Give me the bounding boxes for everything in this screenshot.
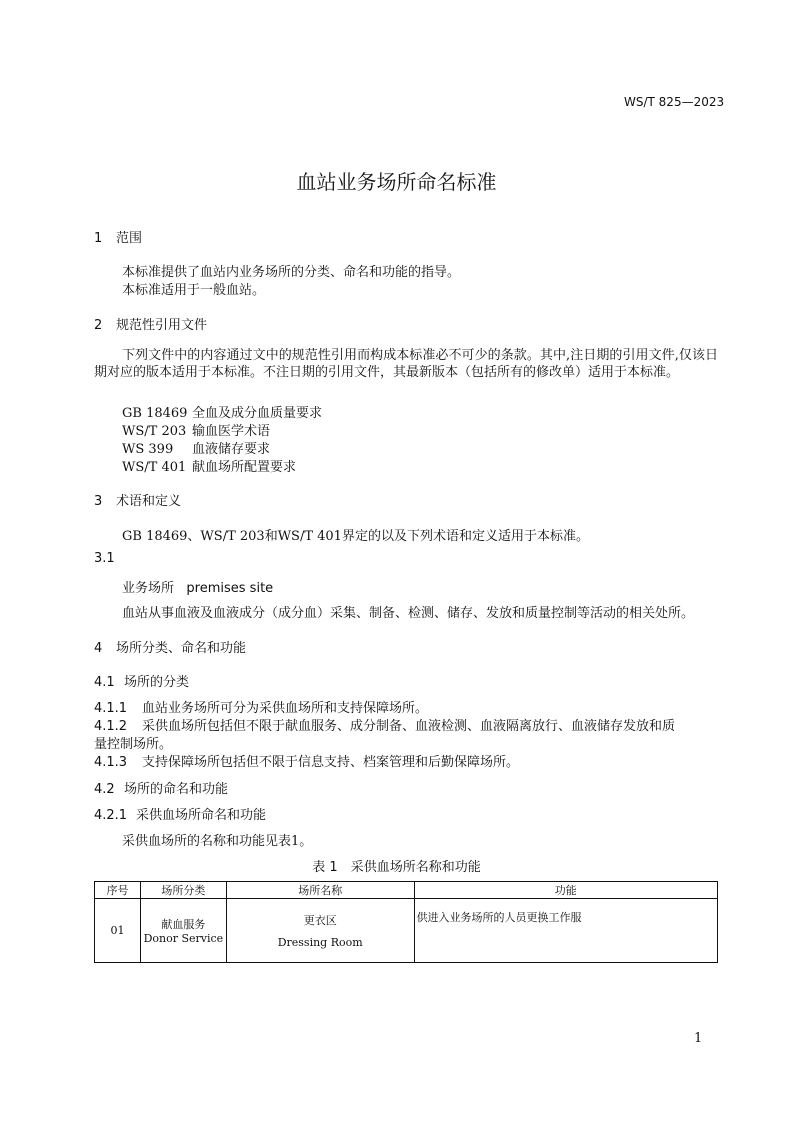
reference-name: 输血医学术语 — [192, 424, 271, 439]
section-1-paragraph-2: 本标准适用于一般血站。 — [122, 283, 266, 298]
subsection-4-1-heading — [94, 671, 189, 690]
category-chinese: 献血服务 — [161, 918, 206, 931]
clause-text: 支持保障场所包括但不限于信息支持、档案管理和后勤保障场所。 — [142, 755, 520, 770]
standard-code: WS/T 825—2023 — [624, 95, 725, 109]
reference-item — [122, 402, 322, 421]
reference-code: WS/T 401 — [122, 460, 187, 475]
clause-4-1-3 — [94, 751, 519, 770]
clause-text: 采供血场所包括但不限于献血服务、成分制备、血液检测、血液隔离放行、血液储存发放和质 — [142, 719, 676, 734]
section-number: 1 — [94, 231, 103, 246]
subsection-number: 4.1 — [94, 675, 115, 690]
clause-number: 4.1.3 — [94, 755, 128, 770]
clause-text: 血站业务场所可分为采供血场所和支持保障场所。 — [142, 701, 429, 716]
term-number: 3.1 — [94, 551, 115, 566]
cell-category — [140, 899, 226, 963]
section-number: 4 — [94, 641, 103, 656]
term-english: premises site — [186, 581, 274, 596]
reference-code: WS/T 203 — [122, 424, 187, 439]
table-row — [95, 899, 718, 963]
reference-code: WS 399 — [122, 442, 174, 457]
column-header-name: 场所名称 — [226, 882, 414, 899]
term-chinese: 业务场所 — [122, 581, 175, 596]
section-title: 范围 — [116, 231, 143, 246]
subsection-title: 场所的命名和功能 — [124, 782, 229, 797]
section-1-paragraph-1: 本标准提供了血站内业务场所的分类、命名和功能的指导。 — [122, 265, 461, 280]
reference-name: 献血场所配置要求 — [192, 460, 297, 475]
clause-4-1-2 — [94, 715, 675, 734]
table-caption: 表 1 采供血场所名称和功能 — [312, 860, 481, 875]
section-2-paragraph: 下列文件中的内容通过文中的规范性引用而构成本标准必不可少的条款。其中,注日期的引用文件,仅该日期对应的版本适用于本标准。不注日期的引用文件，其最新版本（包括所有的修改单）适用于本标准。 — [94, 348, 718, 380]
term-entry — [122, 577, 273, 596]
subsection-number: 4.2.1 — [94, 808, 128, 823]
column-header-number: 序号 — [95, 882, 141, 899]
category-english: Donor Service — [143, 932, 224, 945]
section-title: 术语和定义 — [116, 494, 182, 509]
section-number: 3 — [94, 494, 103, 509]
reference-item — [122, 420, 270, 439]
section-1-heading — [94, 227, 142, 246]
document-title: 血站业务场所命名标准 — [296, 170, 497, 194]
subsection-number: 4.2 — [94, 782, 115, 797]
term-definition: 血站从事血液及血液成分（成分血）采集、制备、检测、储存、发放和质量控制等活动的相关处所。 — [122, 606, 695, 621]
cell-function: 供进入业务场所的人员更换工作服 — [414, 899, 717, 963]
subsection-4-2-heading — [94, 778, 228, 797]
table-header-row — [95, 882, 718, 899]
column-header-function: 功能 — [414, 882, 717, 899]
cell-name — [226, 899, 414, 963]
table-reference-text: 采供血场所的名称和功能见表1。 — [122, 834, 313, 849]
subsection-title: 采供血场所命名和功能 — [136, 808, 267, 823]
clause-number: 4.1.1 — [94, 701, 128, 716]
subsection-4-2-1-heading — [94, 804, 266, 823]
name-chinese: 更衣区 — [303, 914, 337, 927]
reference-name: 血液储存要求 — [192, 442, 271, 457]
name-english: Dressing Room — [277, 936, 363, 949]
subsection-title: 场所的分类 — [124, 675, 190, 690]
section-title: 规范性引用文件 — [116, 318, 208, 333]
cell-number: 01 — [95, 899, 141, 963]
reference-item — [122, 438, 270, 457]
reference-item — [122, 456, 296, 475]
reference-code: GB 18469 — [122, 406, 188, 421]
section-2-heading — [94, 314, 207, 333]
page-number: 1 — [694, 1031, 703, 1046]
section-number: 2 — [94, 318, 103, 333]
clause-number: 4.1.2 — [94, 719, 128, 734]
column-header-category: 场所分类 — [140, 882, 226, 899]
section-3-paragraph: GB 18469、WS/T 203和WS/T 401界定的以及下列术语和定义适用于本标准。 — [122, 529, 589, 544]
clause-4-1-2-continued: 量控制场所。 — [94, 737, 173, 752]
reference-name: 全血及成分血质量要求 — [192, 406, 323, 421]
section-3-heading — [94, 490, 181, 509]
section-4-heading — [94, 637, 246, 656]
clause-4-1-1 — [94, 697, 428, 716]
places-table — [94, 881, 718, 963]
section-title: 场所分类、命名和功能 — [116, 641, 247, 656]
